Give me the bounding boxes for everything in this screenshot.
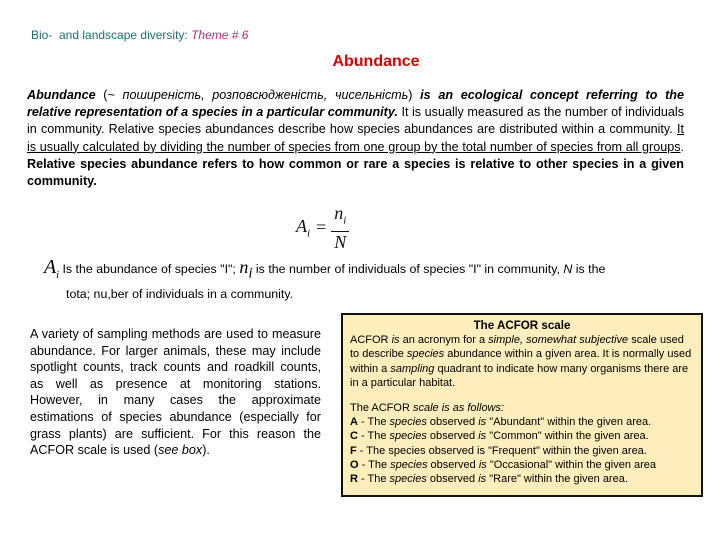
formula-equals: =: [316, 216, 327, 237]
scale-observed: observed: [425, 444, 477, 457]
formula-numerator: [331, 203, 349, 232]
definition-part-2: is the number of individuals of species "I" in community,: [252, 262, 564, 276]
scale-is: is: [477, 444, 485, 457]
symbol-a: A: [44, 256, 57, 278]
definition-line-1: [44, 258, 694, 285]
desc-1: ACFOR: [350, 334, 392, 347]
scale-species: species: [389, 473, 427, 486]
intro-translation: поширеність, розповсюдженість, чисельність: [122, 88, 409, 102]
intro-paragraph: [27, 87, 684, 190]
scale-is: is: [478, 458, 487, 471]
scale-observed: observed: [426, 416, 479, 429]
methods-close: ).: [202, 443, 210, 458]
scale-species: species: [390, 458, 428, 471]
acfor-scale-box: [341, 313, 703, 497]
scale-is: is: [478, 473, 487, 486]
methods-paragraph: [30, 326, 321, 459]
theme-label: Theme # 6: [191, 28, 249, 42]
scale-letter: A: [350, 416, 358, 429]
course-label: Bio- and landscape diversity:: [31, 28, 192, 42]
symbol-n-i: [239, 257, 253, 282]
formula-denominator: N: [334, 231, 347, 252]
scale-dash: - The: [356, 444, 389, 457]
scale-species: species: [389, 430, 427, 443]
scale-letter: O: [350, 458, 359, 471]
symbol-n: n: [239, 257, 249, 277]
formula-lhs-sub: i: [307, 227, 311, 240]
intro-term: Abundance: [27, 88, 96, 102]
desc-sampling: sampling: [390, 362, 435, 375]
formula-fraction: [331, 203, 349, 252]
slide-header: [31, 28, 248, 42]
desc-5: quadrant to indicate how many organisms there are in a particular habitat.: [350, 362, 689, 389]
scale-intro-1: The ACFOR: [350, 402, 413, 415]
numerator-symbol: n: [334, 203, 344, 223]
scale-dash: - The: [357, 430, 390, 443]
acfor-box-description: [350, 333, 695, 390]
acfor-scale-intro: [350, 401, 701, 415]
definition-part-1: Is the abundance of species "I";: [59, 262, 240, 276]
scale-intro-2: scale is as follows:: [412, 402, 505, 415]
scale-rest: "Abundant" within the given area.: [486, 416, 652, 429]
scale-dash: - The: [357, 473, 390, 486]
scale-item-common: [350, 429, 701, 443]
scale-dash: - The: [357, 416, 390, 429]
scale-species: species: [388, 444, 426, 457]
scale-letter: F: [350, 444, 357, 457]
see-box-reference: see box: [158, 443, 203, 458]
page-title: Abundance: [332, 53, 420, 70]
intro-definition: is an ecological concept referring to the relative representation of a species in a particular community.: [27, 88, 684, 120]
desc-species: species: [406, 348, 445, 361]
scale-is: is: [478, 430, 487, 443]
abundance-formula: [296, 203, 349, 252]
methods-text: A variety of sampling methods are used to measure abundance. For larger animals, these may include spotlight counts, track counts and roadkill counts, as well as presence at monitoring stations. However, in many cases the approximate estimations of species abundance (especially for grass plants) are sufficient. For this reason the ACFOR scale is used (: [30, 327, 321, 458]
scale-observed: observed: [427, 458, 479, 471]
scale-observed: observed: [426, 473, 479, 486]
scale-observed: observed: [426, 430, 479, 443]
scale-rest: "Common" within the given area.: [486, 430, 649, 443]
desc-4: abundance within a given area. It is normally used within a: [350, 348, 692, 375]
scale-item-occasional: [350, 458, 701, 472]
intro-relative: Relative species abundance refers to how common or rare a species is relative to other species in a given community.: [27, 156, 684, 189]
scale-rest: "Occasional" within the given area: [486, 458, 657, 471]
intro-paren-open: (~: [95, 88, 123, 102]
acfor-box-title: The ACFOR scale: [473, 319, 571, 332]
intro-measured: It is usually measured as the number of individuals in community. Relative species abundances describe how species abundances are distributed within a community.: [27, 105, 684, 137]
acfor-scale-list: [350, 415, 701, 486]
scale-letter: R: [350, 473, 358, 486]
scale-item-rare: [350, 472, 701, 486]
scale-item-frequent: [350, 444, 701, 458]
scale-rest: "Rare" within the given area.: [486, 473, 628, 486]
desc-2: an acronym for a: [399, 334, 489, 347]
scale-species: species: [389, 416, 427, 429]
scale-letter: C: [350, 430, 358, 443]
scale-item-abundant: [350, 415, 701, 429]
formula-lhs: [296, 216, 310, 240]
formula-definition: [44, 258, 694, 303]
desc-simple: simple, somewhat subjective: [488, 334, 629, 347]
numerator-sub: i: [343, 214, 347, 227]
scale-rest: "Frequent" within the given area.: [484, 444, 647, 457]
symbol-a-sub: i: [56, 270, 59, 281]
desc-is: is: [391, 334, 400, 347]
scale-is: is: [478, 416, 487, 429]
intro-calculation: It is usually calculated by dividing the number of species from one group by the total number of species from all groups: [27, 122, 684, 154]
symbol-a-i: [44, 256, 59, 281]
desc-3: scale used to describe: [350, 334, 684, 361]
intro-period: .: [680, 139, 684, 154]
definition-part-3: is the: [572, 262, 606, 276]
symbol-N: N: [563, 262, 573, 276]
scale-dash: - The: [358, 458, 391, 471]
symbol-n-sub: i: [248, 265, 253, 282]
formula-lhs-symbol: A: [296, 215, 307, 236]
intro-paren-close: ): [408, 88, 421, 102]
definition-line-2: tota; nu,ber of individuals in a community.: [66, 287, 294, 301]
